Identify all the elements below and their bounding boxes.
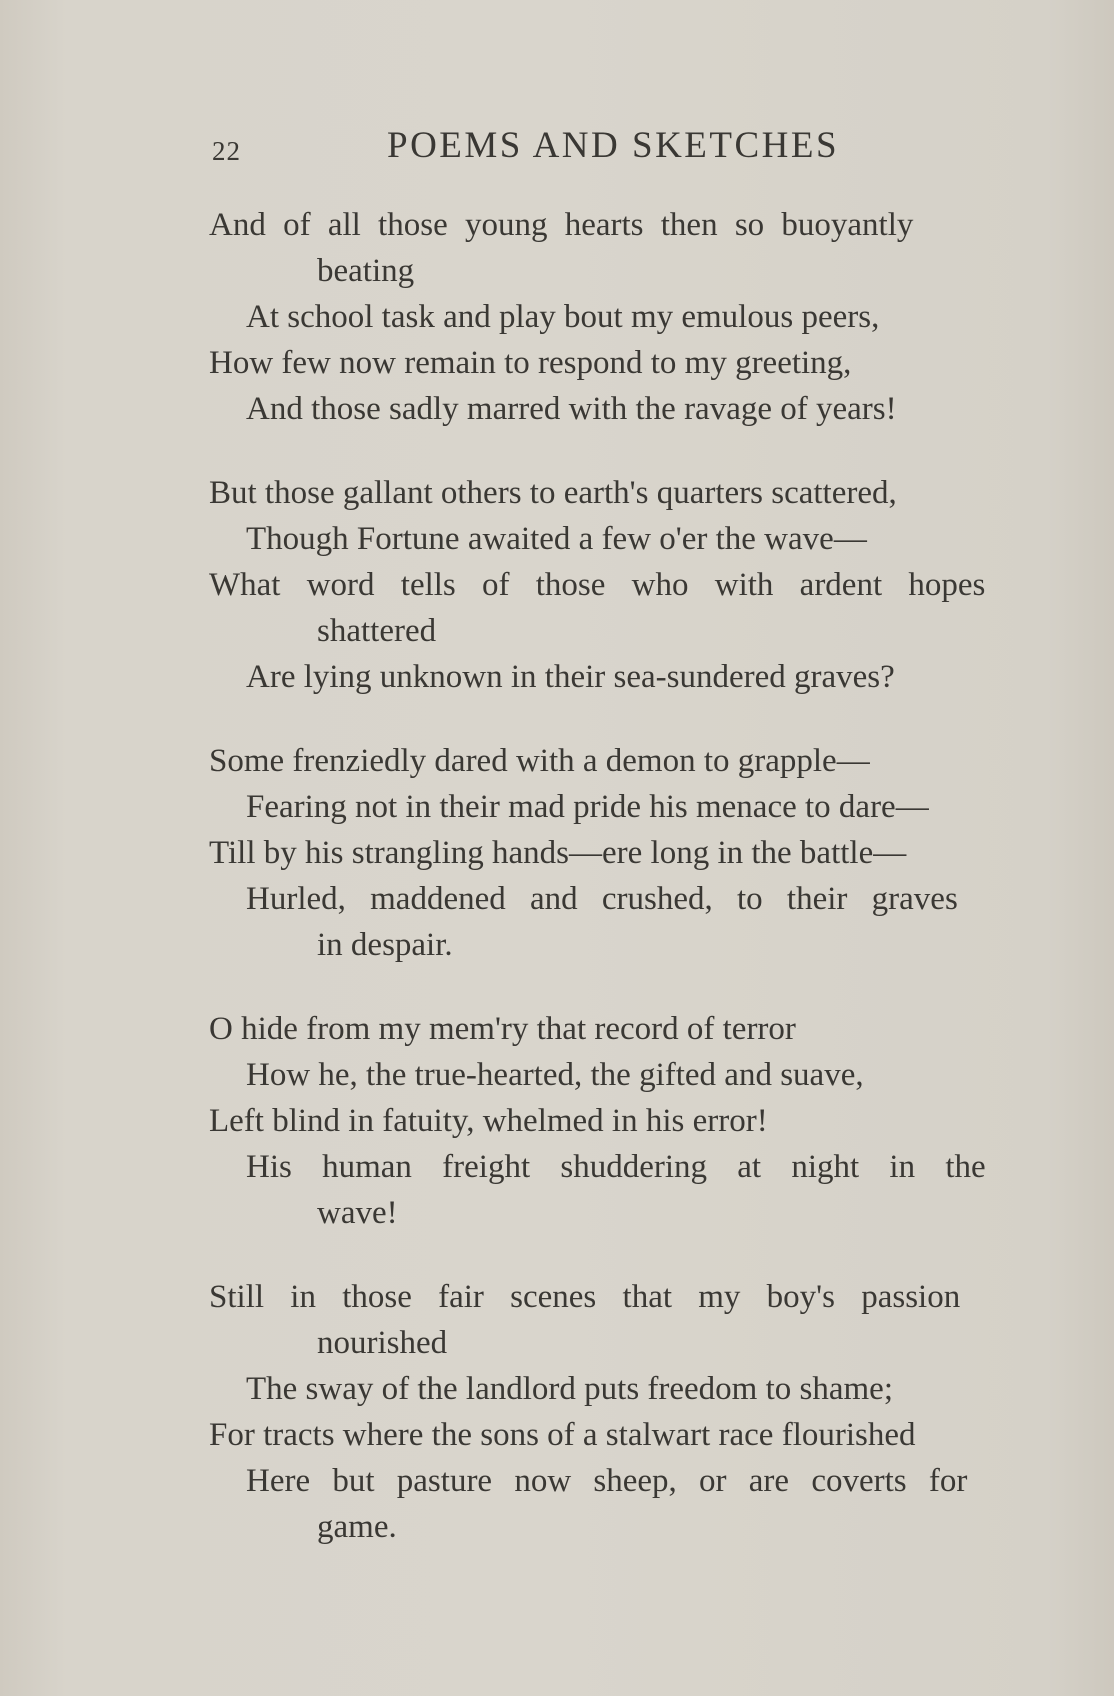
poem-line-turnover: game. <box>317 1509 397 1545</box>
poem-line: But those gallant others to earth's quarters scattered, <box>209 475 897 511</box>
poem-line: Here but pasture now sheep, or are coverts for <box>246 1463 968 1499</box>
poem-line-turnover: wave! <box>317 1195 398 1231</box>
poem-line: And those sadly marred with the ravage of years! <box>246 391 897 427</box>
poem-line: O hide from my mem'ry that record of terror <box>209 1011 796 1047</box>
poem-line: Hurled, maddened and crushed, to their graves <box>246 881 958 917</box>
stanza-2 <box>209 470 1039 700</box>
poem-line-turnover: beating <box>317 253 415 289</box>
stanza-1 <box>209 202 1039 432</box>
poem-line: Are lying unknown in their sea-sundered graves? <box>246 659 895 695</box>
poem-line-turnover: in despair. <box>317 927 453 963</box>
poem-line: For tracts where the sons of a stalwart race flourished <box>209 1417 916 1453</box>
poem-line: Till by his strangling hands—ere long in the battle— <box>209 835 907 871</box>
stanza-4 <box>209 1006 1039 1236</box>
poem-line: Some frenziedly dared with a demon to grapple— <box>209 743 870 779</box>
poem-line: The sway of the landlord puts freedom to shame; <box>246 1371 893 1407</box>
poem-line: His human freight shuddering at night in the <box>246 1149 986 1185</box>
poem-body <box>209 202 1039 1588</box>
poem-line: Fearing not in their mad pride his menace to dare— <box>246 789 929 825</box>
poem-line: Left blind in fatuity, whelmed in his error! <box>209 1103 768 1139</box>
poem-line-turnover: nourished <box>317 1325 448 1361</box>
poem-line: Though Fortune awaited a few o'er the wave— <box>246 521 867 557</box>
poem-line: How few now remain to respond to my greeting, <box>209 345 852 381</box>
running-title: POEMS AND SKETCHES <box>387 125 840 166</box>
stanza-3 <box>209 738 1039 968</box>
stanza-5 <box>209 1274 1039 1550</box>
running-head <box>212 124 1042 174</box>
poem-line: What word tells of those who with ardent hopes <box>209 567 986 603</box>
poem-line: At school task and play bout my emulous peers, <box>246 299 880 335</box>
page-number: 22 <box>212 136 241 166</box>
poem-line: How he, the true-hearted, the gifted and suave, <box>246 1057 864 1093</box>
poem-line: And of all those young hearts then so buoyantly <box>209 207 914 243</box>
poem-line: Still in those fair scenes that my boy's passion <box>209 1279 961 1315</box>
poem-line-turnover: shattered <box>317 613 437 649</box>
